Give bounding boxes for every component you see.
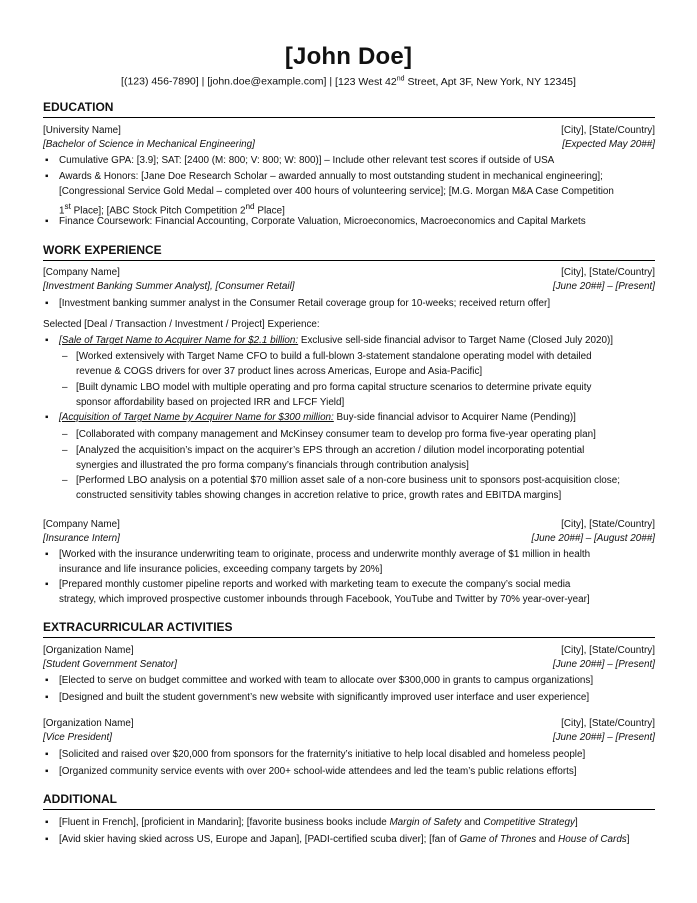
list-item: ▪ [Designed and built the student government’s new website with significantly improved user interface and user experience] <box>45 692 590 703</box>
list-item: – [Collaborated with company management and McKinsey consumer team to develop pro forma five-year operating plan] <box>62 429 596 440</box>
section-divider <box>43 117 655 118</box>
candidate-name: [John Doe] <box>284 43 413 70</box>
role-row <box>43 280 655 294</box>
graduation-date: [Expected May 20##] <box>562 139 655 150</box>
section-title-extracurricular: EXTRACURRICULAR ACTIVITIES <box>43 620 233 634</box>
selected-experience-label: Selected [Deal / Transaction / Investment / Project] Experience: <box>43 319 320 330</box>
company-row <box>43 266 655 280</box>
role-dates: [June 20##] – [Present] <box>552 281 655 292</box>
section-divider <box>43 260 655 261</box>
company-name: [Company Name] <box>43 519 120 530</box>
company-name: [Company Name] <box>43 267 120 278</box>
role-title: [Investment Banking Summer Analyst], [Consumer Retail] <box>43 281 295 292</box>
contact-line: [(123) 456-7890] | [john.doe@example.com] | [123 West 42nd Street, Apt 3F, New York, NY 12345] <box>121 75 576 88</box>
list-item: – [Built dynamic LBO model with multiple operating and pro forma capital structure scenarios to determine private equity sponsor affordability based on projected IRR and LFCF Yield] <box>62 382 592 408</box>
role-row <box>43 731 655 745</box>
role-title: [Student Government Senator] <box>43 659 177 670</box>
email: [john.doe@example.com] <box>207 75 327 88</box>
list-item: ▪ [Organized community service events with over 200+ school-wide attendees and led the team’s public relations efforts] <box>45 766 577 777</box>
company-location: [City], [State/Country] <box>561 519 655 530</box>
organization-location: [City], [State/Country] <box>561 645 655 656</box>
role-dates: [June 20##] – [Present] <box>552 659 655 670</box>
section-title-education: EDUCATION <box>43 100 114 114</box>
list-item: ▪ [Sale of Target Name to Acquirer Name for $2.1 billion: Exclusive sell-side financial advisor to Target Name (Closed July 2020)] <box>45 335 614 346</box>
education-degree-row <box>43 138 655 152</box>
role-title: [Vice President] <box>43 732 112 743</box>
list-item: ▪ [Prepared monthly customer pipeline reports and worked with marketing team to execute the company’s social media strategy, which improved prospective customer inbounds through Facebook, YouTube and Twitter by 70% year-over-year] <box>45 579 590 605</box>
organization-row <box>43 644 655 658</box>
section-divider <box>43 809 655 810</box>
section-divider <box>43 637 655 638</box>
phone: [(123) 456-7890] <box>121 75 199 88</box>
school-location: [City], [State/Country] <box>561 125 655 136</box>
list-item: ▪ Cumulative GPA: [3.9]; SAT: [2400 (M: 800; V: 800; W: 800)] – Include other relevant test scores if outside of USA <box>45 155 555 166</box>
address: [123 West 42nd Street, Apt 3F, New York, NY 12345] <box>335 75 576 88</box>
list-item: ▪ Finance Coursework: Financial Accounting, Corporate Valuation, Microeconomics, Macroeconomics and Capital Markets <box>45 216 586 227</box>
school-name: [University Name] <box>43 125 121 136</box>
organization-name: [Organization Name] <box>43 645 134 656</box>
role-dates: [June 20##] – [August 20##] <box>531 533 655 544</box>
role-dates: [June 20##] – [Present] <box>552 732 655 743</box>
role-row <box>43 532 655 546</box>
list-item: ▪ [Acquisition of Target Name by Acquirer Name for $300 million: Buy-side financial advisor to Acquirer Name (Pending)] <box>45 412 576 423</box>
section-title-additional: ADDITIONAL <box>43 792 117 806</box>
list-item: – [Analyzed the acquisition’s impact on the acquirer’s EPS through an accretion / dilution model incorporating potential synergies and illustrated the pro forma company’s financials through contribution analysis] <box>62 445 585 471</box>
list-item: ▪ [Avid skier having skied across US, Europe and Japan], [PADI-certified scuba diver]; [fan of Game of Thrones and House of Cards] <box>45 834 630 845</box>
organization-name: [Organization Name] <box>43 718 134 729</box>
list-item: ▪ [Worked with the insurance underwriting team to originate, process and underwrite monthly average of $1 million in health insurance and life insurance policies, exceeding company targets by 20%] <box>45 549 591 575</box>
section-title-work: WORK EXPERIENCE <box>43 243 162 257</box>
organization-location: [City], [State/Country] <box>561 718 655 729</box>
role-row <box>43 658 655 672</box>
list-item: ▪ [Elected to serve on budget committee and worked with team to allocate over $300,000 in grants to campus organizations] <box>45 675 594 686</box>
list-item: – [Worked extensively with Target Name CFO to build a full-blown 3-statement standalone operating model with detailed revenue & COGS drivers for over 37 product lines across Americas, Europe and Asia-Pacific] <box>62 351 592 377</box>
degree: [Bachelor of Science in Mechanical Engineering] <box>43 139 255 150</box>
list-item: ▪ [Investment banking summer analyst in the Consumer Retail coverage group for 10-weeks; received return offer] <box>45 298 551 309</box>
organization-row <box>43 717 655 731</box>
list-item: ▪ [Solicited and raised over $20,000 from sponsors for the fraternity’s initiative to help local disabled and homeless people] <box>45 749 586 760</box>
company-row <box>43 518 655 532</box>
list-item: – [Performed LBO analysis on a potential $70 million asset sale of a non-core business unit to sponsors post-acquisition close; constructed sensitivity tables showing changes in accretion relative to price, growth rates and EBITDA margins] <box>62 475 620 501</box>
role-title: [Insurance Intern] <box>43 533 120 544</box>
list-item: ▪ Awards & Honors: [Jane Doe Research Scholar – awarded annually to most outstanding student in mechanical engineering]; [Congressional Service Gold Medal – completed over 400 hours of volunteering service]; [M.G. Morgan M&A Case Competition 1st Place]; [ABC Stock Pitch Competition 2nd Place] <box>45 171 614 217</box>
company-location: [City], [State/Country] <box>561 267 655 278</box>
education-school-row <box>43 124 655 138</box>
list-item: ▪ [Fluent in French], [proficient in Mandarin]; [favorite business books include Margin of Safety and Competitive Strategy] <box>45 817 578 828</box>
